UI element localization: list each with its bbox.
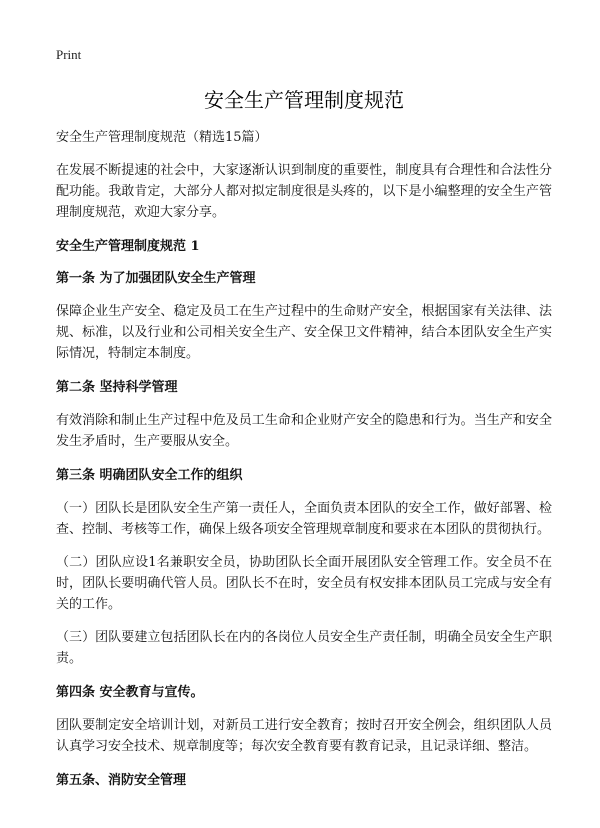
- article-2-paragraph-1: 有效消除和制止生产过程中危及员工生命和企业财产安全的隐患和行为。当生产和安全发生矛盾时，生产要服从安全。: [56, 413, 552, 449]
- article-5-heading: 第五条、消防安全管理: [56, 773, 187, 788]
- article-1-heading: 第一条 为了加强团队安全生产管理: [56, 271, 256, 286]
- article-3-paragraph-1: （一）团队长是团队安全生产第一责任人，全面负责本团队的安全工作，做好部署、检查、控制、考核等工作，确保上级各项安全管理规章制度和要求在本团队的贯彻执行。: [56, 501, 552, 537]
- print-link[interactable]: Print: [56, 47, 82, 62]
- section-heading: 安全生产管理制度规范 1: [56, 239, 200, 254]
- article-4-heading: 第四条 安全教育与宣传。: [56, 685, 204, 700]
- document-subtitle: 安全生产管理制度规范（精选15篇）: [56, 130, 268, 145]
- article-2-heading: 第二条 坚持科学管理: [56, 380, 178, 395]
- article-1-paragraph-1: 保障企业生产安全、稳定及员工在生产过程中的生命财产安全，根据国家有关法律、法规、标准，以及行业和公司相关安全生产、安全保卫文件精神，结合本团队安全生产实际情况，特制定本制度。: [56, 304, 552, 361]
- article-3-paragraph-2: （二）团队应设1名兼职安全员，协助团队长全面开展团队安全管理工作。安全员不在时，团队长要明确代管人员。团队长不在时，安全员有权安排本团队员工完成与安全有关的工作。: [56, 555, 552, 612]
- page-title: 安全生产管理制度规范: [204, 88, 404, 112]
- article-3-heading: 第三条 明确团队安全工作的组织: [56, 468, 243, 483]
- article-4-paragraph-1: 团队要制定安全培训计划，对新员工进行安全教育；按时召开安全例会，组织团队人员认真学习安全技术、规章制度等；每次安全教育要有教育记录，且记录详细、整洁。: [56, 718, 552, 754]
- intro-paragraph: 在发展不断提速的社会中，大家逐渐认识到制度的重要性，制度具有合理性和合法性分配功能。我敢肯定，大部分人都对拟定制度很是头疼的，以下是小编整理的安全生产管理制度规范，欢迎大家分享。: [56, 163, 552, 220]
- article-3-paragraph-3: （三）团队要建立包括团队长在内的各岗位人员安全生产责任制，明确全员安全生产职责。: [56, 630, 552, 666]
